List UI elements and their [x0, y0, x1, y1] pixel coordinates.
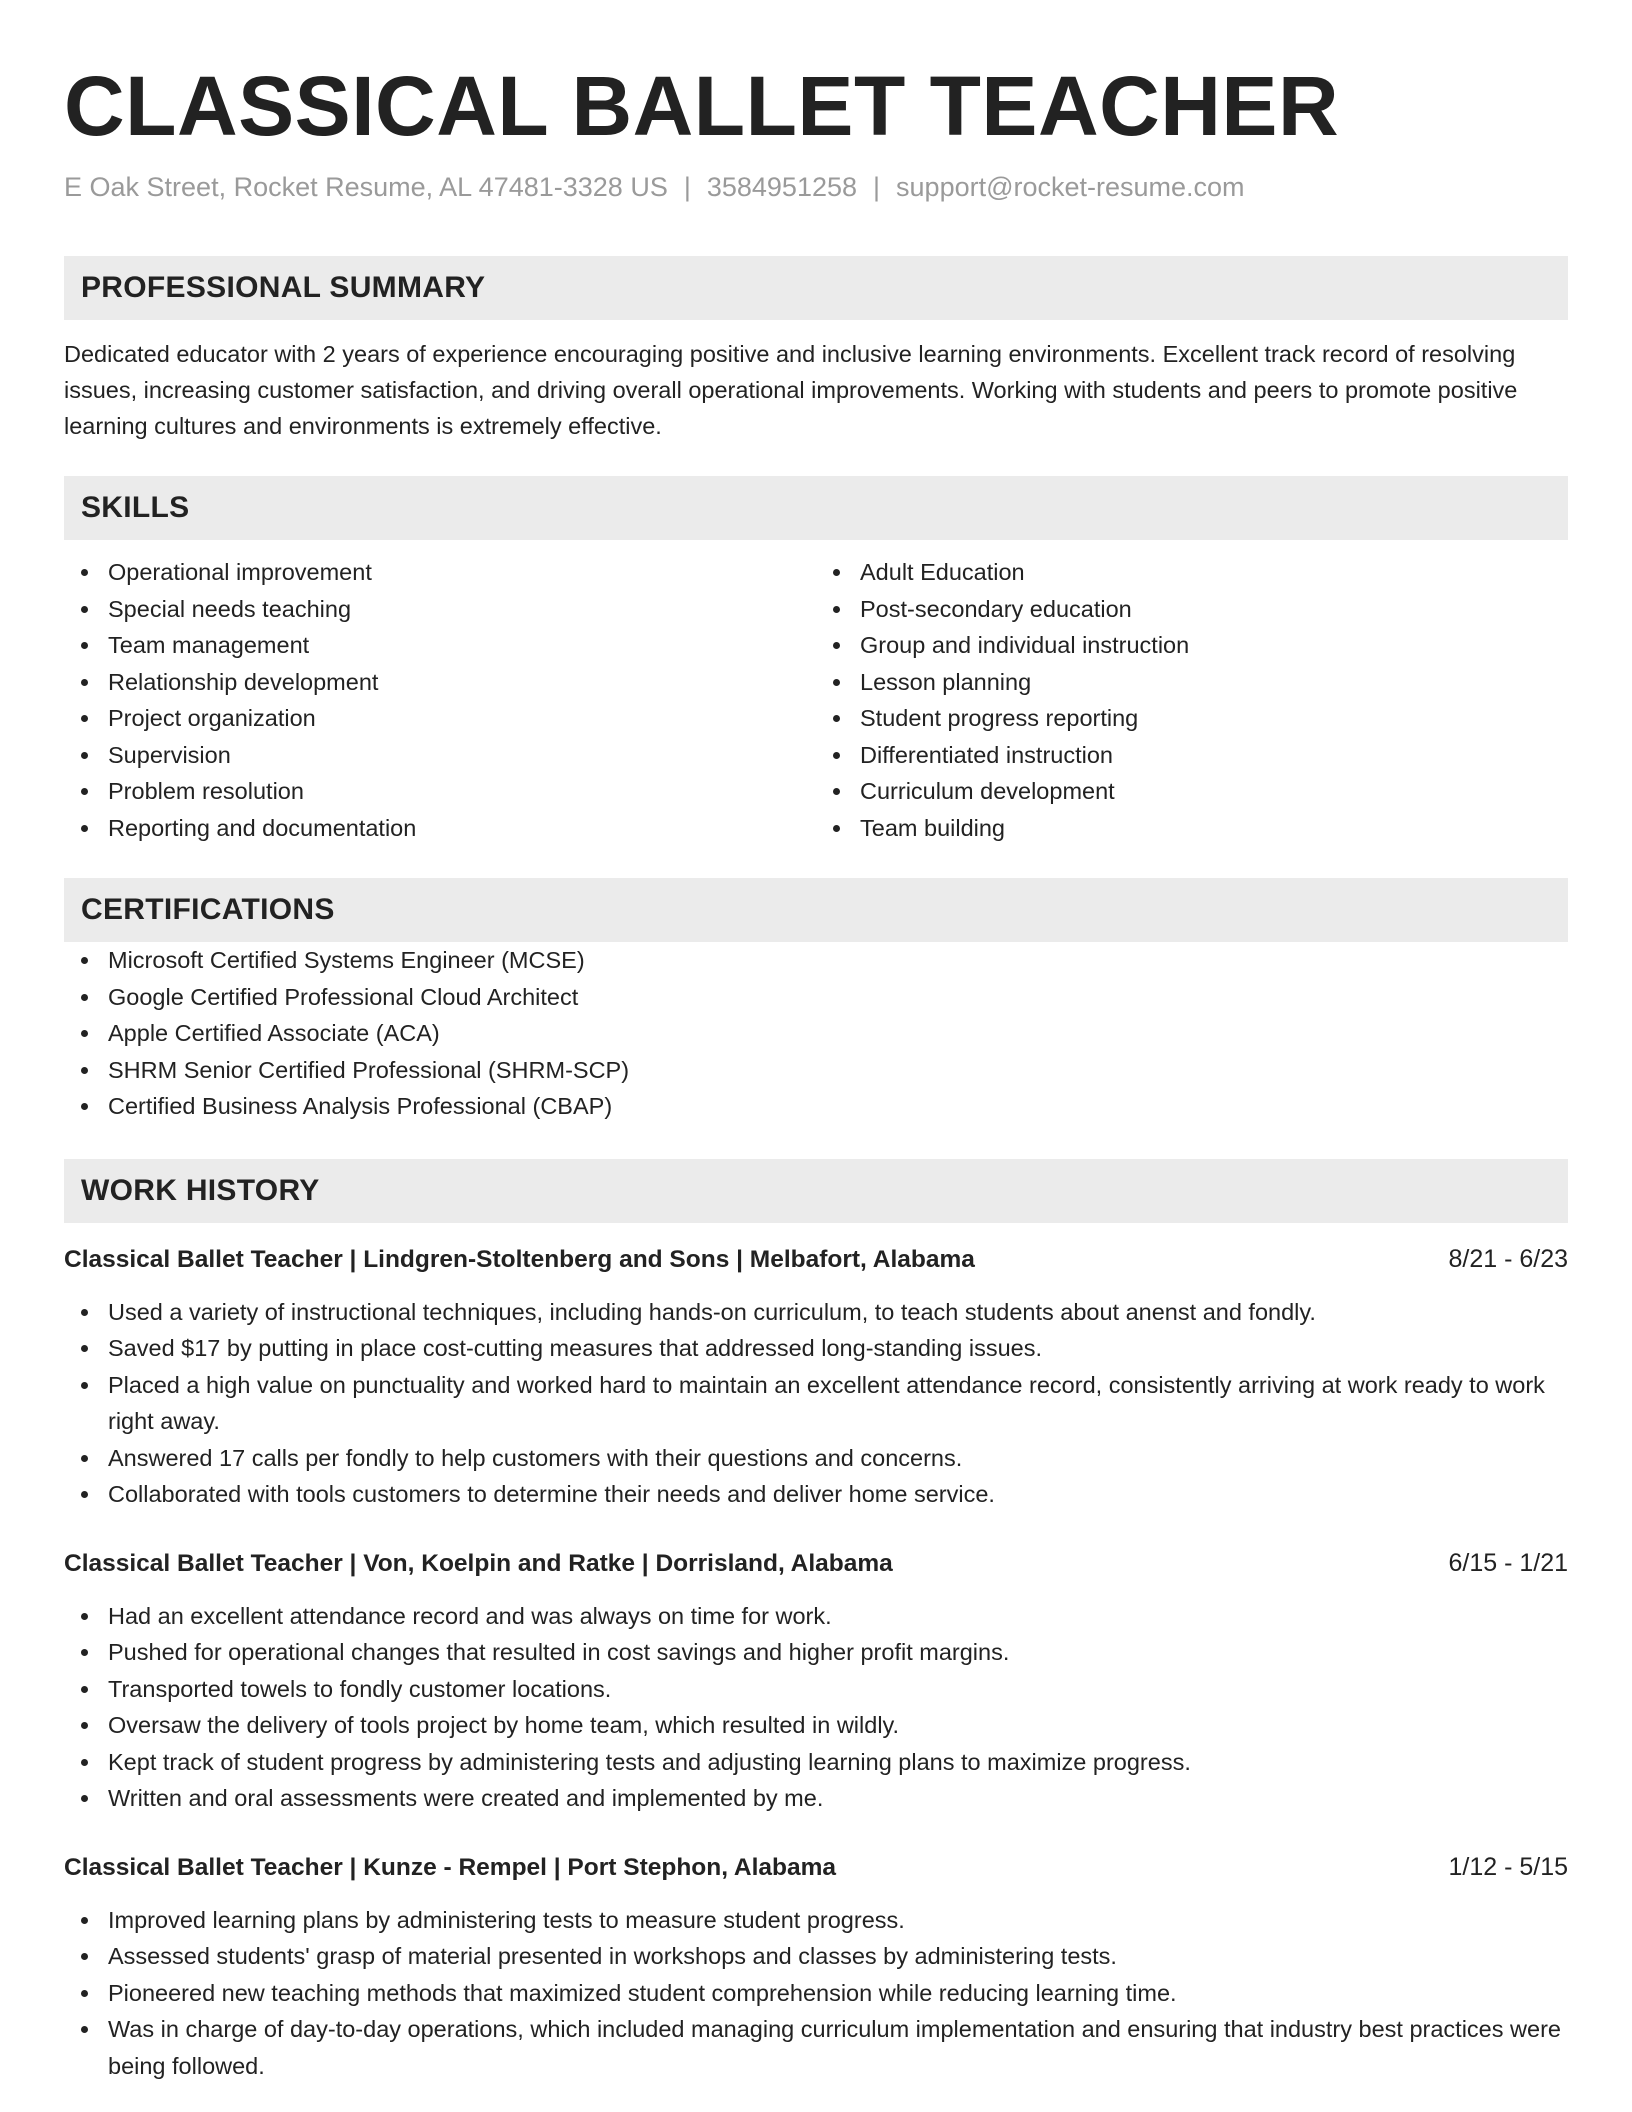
skill-item: Reporting and documentation — [64, 810, 816, 847]
section-heading-certifications: CERTIFICATIONS — [64, 878, 1568, 942]
job-entry — [64, 1849, 1568, 2085]
skills-column-left — [64, 554, 816, 846]
skill-item: Student progress reporting — [816, 700, 1568, 737]
skills-grid — [64, 554, 1568, 846]
job-duty-item: Saved $17 by putting in place cost-cutting measures that addressed long-standing issues. — [64, 1330, 1568, 1367]
skill-item: Problem resolution — [64, 773, 816, 810]
skills-list-right — [816, 554, 1568, 846]
job-duty-item: Used a variety of instructional techniques, including hands-on curriculum, to teach students about anenst and fondly. — [64, 1294, 1568, 1331]
skill-item: Special needs teaching — [64, 591, 816, 628]
contact-phone: 3584951258 — [706, 172, 858, 202]
job-duty-item: Improved learning plans by administering tests to measure student progress. — [64, 1902, 1568, 1939]
job-duties-list — [64, 1598, 1568, 1817]
job-duty-item: Placed a high value on punctuality and worked hard to maintain an excellent attendance record, consistently arriving at work ready to work right away. — [64, 1367, 1568, 1440]
certification-item: Certified Business Analysis Professional (CBAP) — [64, 1088, 1568, 1125]
job-header — [64, 1241, 1568, 1278]
job-dates: 6/15 - 1/21 — [1448, 1548, 1568, 1577]
job-dates: 1/12 - 5/15 — [1448, 1852, 1568, 1881]
skill-item: Curriculum development — [816, 773, 1568, 810]
skills-column-right — [816, 554, 1568, 846]
job-title: Classical Ballet Teacher | Lindgren-Stoltenberg and Sons | Melbafort, Alabama — [64, 1245, 975, 1273]
job-duties-list — [64, 1902, 1568, 2085]
job-entry — [64, 1545, 1568, 1817]
skill-item: Group and individual instruction — [816, 627, 1568, 664]
job-dates: 8/21 - 6/23 — [1448, 1244, 1568, 1273]
skill-item: Adult Education — [816, 554, 1568, 591]
certification-item: Google Certified Professional Cloud Architect — [64, 979, 1568, 1016]
job-duty-item: Oversaw the delivery of tools project by home team, which resulted in wildly. — [64, 1707, 1568, 1744]
job-title: Classical Ballet Teacher | Kunze - Rempel | Port Stephon, Alabama — [64, 1853, 837, 1881]
summary-text: Dedicated educator with 2 years of experience encouraging positive and inclusive learning environments. Excellent track record of resolving issues, increasing customer satisfaction, and driving overall operational improvements. Working with students and peers to promote positive learning cultures and environments is extremely effective. — [64, 341, 1518, 439]
contact-line — [64, 170, 1568, 204]
job-header — [64, 1849, 1568, 1886]
skill-item: Lesson planning — [816, 664, 1568, 701]
section-heading-work-history: WORK HISTORY — [64, 1159, 1568, 1223]
section-heading-summary: PROFESSIONAL SUMMARY — [64, 256, 1568, 320]
contact-separator: | — [873, 172, 881, 202]
certifications-list — [64, 942, 1568, 1125]
skill-item: Team building — [816, 810, 1568, 847]
contact-email: support@rocket-resume.com — [896, 172, 1245, 202]
job-duty-item: Kept track of student progress by administering tests and adjusting learning plans to maximize progress. — [64, 1744, 1568, 1781]
job-duty-item: Pioneered new teaching methods that maximized student comprehension while reducing learning time. — [64, 1975, 1568, 2012]
job-duty-item: Answered 17 calls per fondly to help customers with their questions and concerns. — [64, 1440, 1568, 1477]
job-duty-item: Written and oral assessments were created and implemented by me. — [64, 1780, 1568, 1817]
job-duty-item: Pushed for operational changes that resulted in cost savings and higher profit margins. — [64, 1634, 1568, 1671]
job-duty-item: Assessed students' grasp of material presented in workshops and classes by administering tests. — [64, 1938, 1568, 1975]
skill-item: Project organization — [64, 700, 816, 737]
job-header — [64, 1545, 1568, 1582]
job-duties-list — [64, 1294, 1568, 1513]
contact-separator: | — [683, 172, 691, 202]
skill-item: Operational improvement — [64, 554, 816, 591]
job-duty-item: Collaborated with tools customers to determine their needs and deliver home service. — [64, 1476, 1568, 1513]
job-duty-item: Was in charge of day-to-day operations, which included managing curriculum implementation and ensuring that industry best practices were being followed. — [64, 2011, 1568, 2084]
job-duty-item: Transported towels to fondly customer locations. — [64, 1671, 1568, 1708]
job-duty-item: Had an excellent attendance record and was always on time for work. — [64, 1598, 1568, 1635]
resume-name: CLASSICAL BALLET TEACHER — [64, 59, 1340, 153]
work-history-list — [64, 1241, 1568, 2085]
certification-item: Apple Certified Associate (ACA) — [64, 1015, 1568, 1052]
certification-item: SHRM Senior Certified Professional (SHRM-SCP) — [64, 1052, 1568, 1089]
skill-item: Post-secondary education — [816, 591, 1568, 628]
contact-address: E Oak Street, Rocket Resume, AL 47481-3328 US — [64, 172, 668, 202]
skill-item: Differentiated instruction — [816, 737, 1568, 774]
job-entry — [64, 1241, 1568, 1513]
skills-list-left — [64, 554, 816, 846]
skill-item: Team management — [64, 627, 816, 664]
skill-item: Relationship development — [64, 664, 816, 701]
certification-item: Microsoft Certified Systems Engineer (MCSE) — [64, 942, 1568, 979]
section-heading-skills: SKILLS — [64, 476, 1568, 540]
skill-item: Supervision — [64, 737, 816, 774]
job-title: Classical Ballet Teacher | Von, Koelpin and Ratke | Dorrisland, Alabama — [64, 1549, 893, 1577]
